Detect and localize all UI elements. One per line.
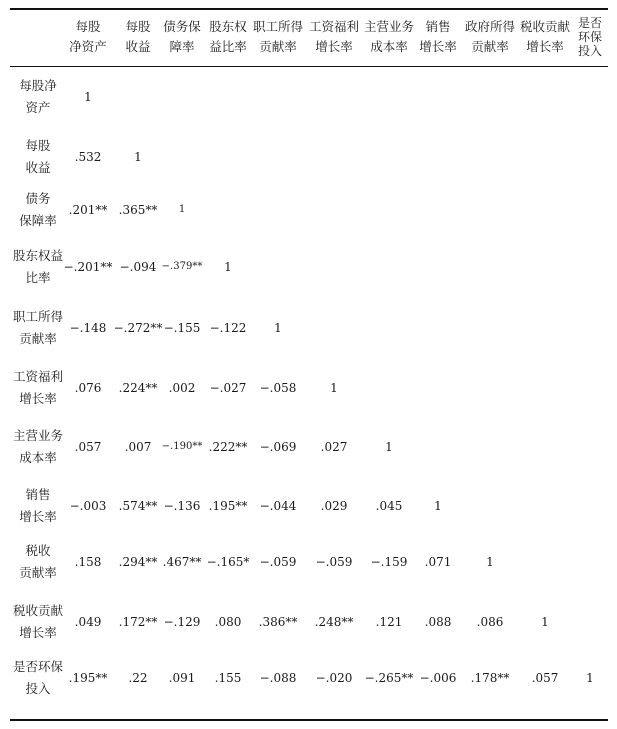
row-label: 每股 收益 xyxy=(25,138,51,175)
table-cell: −.165* xyxy=(206,555,250,569)
table-cell: −.379** xyxy=(161,261,203,272)
table-cell: −.059 xyxy=(315,555,353,569)
table-cell: .532 xyxy=(74,150,102,164)
table-cell: .365** xyxy=(118,203,158,217)
row-label: 工资福利 增长率 xyxy=(12,369,63,406)
table-cell: .080 xyxy=(214,615,242,629)
column-header: 职工所得 贡献率 xyxy=(252,19,303,54)
table-cell: 1 xyxy=(486,555,494,569)
table-cell: .178** xyxy=(470,671,510,685)
table-cell: .086 xyxy=(476,615,504,629)
table-cell: .158 xyxy=(74,555,102,569)
row-label: 债务 保障率 xyxy=(19,191,57,228)
table-header-rule xyxy=(10,66,608,67)
table-cell: .248** xyxy=(314,615,354,629)
table-cell: .195** xyxy=(68,671,108,685)
column-header: 销售 增长率 xyxy=(419,19,457,54)
table-top-rule xyxy=(10,8,608,10)
table-cell: −.136 xyxy=(163,499,201,513)
table-cell: .386** xyxy=(258,615,298,629)
column-header: 每股 收益 xyxy=(125,19,151,54)
row-label: 股东权益 比率 xyxy=(12,248,63,285)
table-cell: −.265** xyxy=(364,671,414,685)
table-cell: 1 xyxy=(434,499,442,513)
table-cell: .045 xyxy=(375,499,403,513)
table-cell: −.201** xyxy=(63,260,113,274)
table-cell: −.020 xyxy=(315,671,353,685)
row-label: 是否环保 投入 xyxy=(12,659,63,696)
table-cell: .201** xyxy=(68,203,108,217)
row-label: 税收 贡献率 xyxy=(19,543,57,580)
table-cell: 1 xyxy=(330,381,338,395)
table-cell: −.159 xyxy=(370,555,408,569)
table-bottom-rule xyxy=(10,719,608,721)
row-label: 每股净 资产 xyxy=(19,78,57,115)
column-header: 债务保 障率 xyxy=(163,19,201,54)
table-cell: .195** xyxy=(208,499,248,513)
table-cell: −.058 xyxy=(259,381,297,395)
table-cell: .071 xyxy=(424,555,452,569)
table-cell: −.003 xyxy=(69,499,107,513)
column-header: 股东权 益比率 xyxy=(209,19,247,54)
table-cell: .027 xyxy=(320,440,348,454)
table-cell: −.148 xyxy=(69,321,107,335)
column-header: 是否 环保 投入 xyxy=(577,16,602,58)
column-header: 工资福利 增长率 xyxy=(308,19,359,54)
table-cell: .224** xyxy=(118,381,158,395)
table-cell: −.069 xyxy=(259,440,297,454)
column-header: 主营业务 成本率 xyxy=(363,19,414,54)
table-cell: .22 xyxy=(128,671,148,685)
column-header: 政府所得 贡献率 xyxy=(464,19,515,54)
table-cell: .222** xyxy=(208,440,248,454)
table-cell: −.272** xyxy=(113,321,163,335)
table-cell: 1 xyxy=(586,671,594,685)
table-cell: .467** xyxy=(162,555,202,569)
table-cell: .155 xyxy=(214,671,242,685)
table-cell: .007 xyxy=(124,440,152,454)
table-cell: −.027 xyxy=(209,381,247,395)
table-cell: −.190** xyxy=(161,441,203,452)
table-cell: .049 xyxy=(74,615,102,629)
row-label: 主营业务 成本率 xyxy=(12,428,63,465)
table-cell: 1 xyxy=(84,90,92,104)
table-cell: .294** xyxy=(118,555,158,569)
table-cell: −.094 xyxy=(119,260,157,274)
table-cell: −.006 xyxy=(419,671,457,685)
table-cell: .121 xyxy=(375,615,403,629)
table-cell: .088 xyxy=(424,615,452,629)
table-cell: −.122 xyxy=(209,321,247,335)
column-header: 税收贡献 增长率 xyxy=(519,19,570,54)
table-cell: 1 xyxy=(385,440,393,454)
table-cell: 1 xyxy=(134,150,142,164)
table-cell: −.059 xyxy=(259,555,297,569)
table-cell: .076 xyxy=(74,381,102,395)
table-cell: .091 xyxy=(168,671,196,685)
table-cell: −.129 xyxy=(163,615,201,629)
row-label: 销售 增长率 xyxy=(19,487,57,524)
table-cell: .029 xyxy=(320,499,348,513)
table-cell: 1 xyxy=(224,260,232,274)
table-cell: 1 xyxy=(178,204,186,215)
row-label: 职工所得 贡献率 xyxy=(12,309,63,346)
table-cell: .574** xyxy=(118,499,158,513)
table-cell: −.155 xyxy=(163,321,201,335)
table-cell: −.044 xyxy=(259,499,297,513)
table-cell: 1 xyxy=(541,615,549,629)
table-cell: .057 xyxy=(531,671,559,685)
table-cell: .002 xyxy=(168,381,196,395)
table-cell: .057 xyxy=(74,440,102,454)
table-cell: .172** xyxy=(118,615,158,629)
column-header: 每股 净资产 xyxy=(69,19,107,54)
table-cell: −.088 xyxy=(259,671,297,685)
table-cell: 1 xyxy=(274,321,282,335)
row-label: 税收贡献 增长率 xyxy=(12,603,63,640)
